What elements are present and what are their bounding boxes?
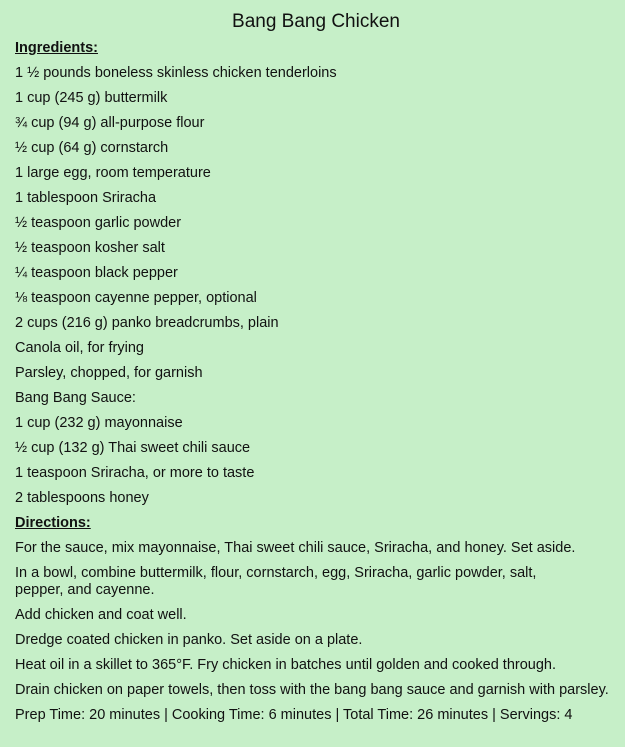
direction-step: In a bowl, combine buttermilk, flour, cornstarch, egg, Sriracha, garlic powder, salt, pepper, and cayenne. [15, 565, 537, 598]
ingredient-item: 1 ½ pounds boneless skinless chicken tenderloins [15, 65, 337, 81]
ingredient-item: Canola oil, for frying [15, 340, 144, 356]
direction-step: Dredge coated chicken in panko. Set aside on a plate. [15, 632, 363, 648]
ingredient-item: 1 cup (245 g) buttermilk [15, 90, 168, 106]
ingredient-item: ½ cup (132 g) Thai sweet chili sauce [15, 440, 251, 456]
ingredient-item: ½ cup (64 g) cornstarch [15, 140, 169, 156]
ingredient-item: 1 cup (232 g) mayonnaise [15, 415, 183, 431]
ingredient-item: Parsley, chopped, for garnish [15, 365, 203, 381]
ingredient-item: 2 tablespoons honey [15, 490, 149, 506]
ingredient-item: ¼ teaspoon black pepper [15, 265, 178, 281]
ingredients-heading: Ingredients: [15, 40, 98, 56]
ingredient-item: 1 large egg, room temperature [15, 165, 211, 181]
ingredient-item: ½ teaspoon kosher salt [15, 240, 165, 256]
direction-step: For the sauce, mix mayonnaise, Thai sweet chili sauce, Sriracha, and honey. Set aside. [15, 540, 576, 556]
recipe-summary: Prep Time: 20 minutes | Cooking Time: 6 minutes | Total Time: 26 minutes | Servings: 4 [15, 707, 573, 723]
ingredient-item: 2 cups (216 g) panko breadcrumbs, plain [15, 315, 279, 331]
ingredient-item: ½ teaspoon garlic powder [15, 215, 182, 231]
ingredient-item: ¾ cup (94 g) all-purpose flour [15, 115, 205, 131]
direction-step: Drain chicken on paper towels, then toss with the bang bang sauce and garnish with parsley. [15, 682, 609, 698]
directions-heading: Directions: [15, 515, 91, 531]
ingredients-list [15, 65, 613, 507]
ingredient-item: 1 tablespoon Sriracha [15, 190, 157, 206]
ingredient-item: ⅛ teaspoon cayenne pepper, optional [15, 290, 257, 306]
directions-list [15, 540, 613, 699]
recipe-title: Bang Bang Chicken [232, 11, 400, 32]
direction-step: Heat oil in a skillet to 365°F. Fry chicken in batches until golden and cooked through. [15, 657, 557, 673]
ingredient-item: 1 teaspoon Sriracha, or more to taste [15, 465, 255, 481]
sauce-subheading: Bang Bang Sauce: [15, 390, 136, 406]
direction-step: Add chicken and coat well. [15, 607, 187, 623]
